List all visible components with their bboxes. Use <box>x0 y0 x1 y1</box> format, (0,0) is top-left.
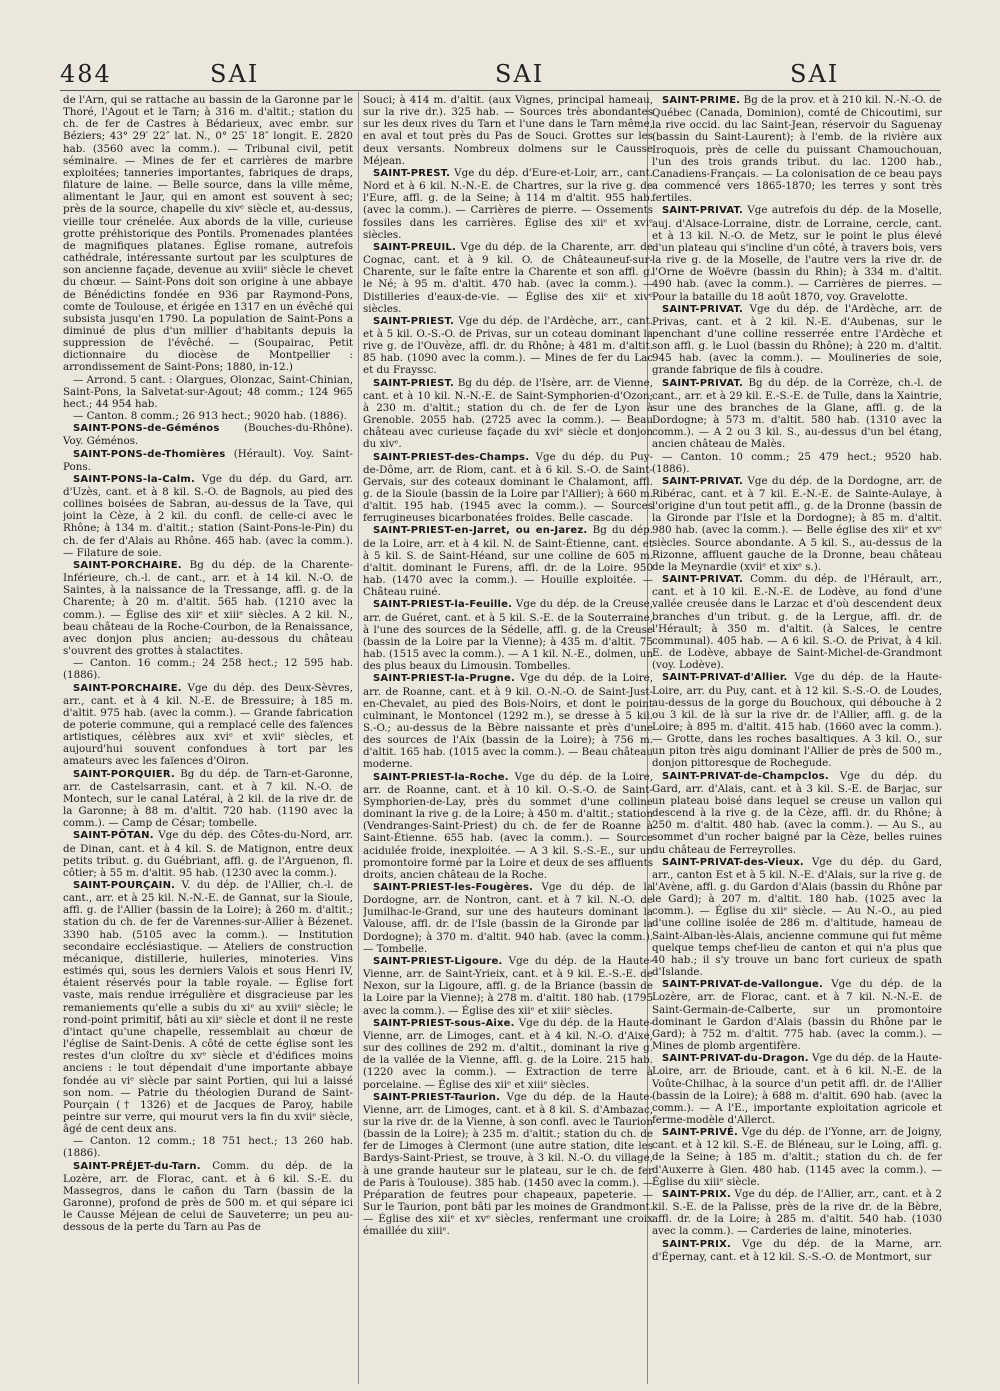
entry-text: — Canton. 8 comm.; 26 913 hect.; 9020 hab. (1886). <box>73 410 347 423</box>
entry-headword: SAINT-POURÇAIN. <box>73 880 176 891</box>
dictionary-entry <box>652 1238 942 1263</box>
dictionary-entry <box>363 377 653 451</box>
entry-text: Vge du dép. de la Loire, arr. de Roanne, cant. et à 10 kil. O.-S.-O. de Saint-Symphorien-de-Lay, près du sommet d'une colline dominant la rive g. de la Loire; à 450 m. d'altit.; station (Vendranges-Saint-Priest) du ch. de fer de Roanne à Saint-Étienne. 655 hab. (avec la comm.). — Source acidulée froide, inexploitée. — A 3 kil. S.-S.-E., sur un promontoire formé par la Loire et deux de ses affluents droits, ancien château de la Roche. <box>363 770 653 881</box>
entry-text: Vge du dép. de la Dordogne, arr. de Ribérac, cant. et à 7 kil. E.-N.-E. de Sainte-Aulaye, à l'origine d'un tout petit affl., g. de la Dronne (bassin de la Gironde par l'Isle et la Dordogne); à 85 m. d'altit. 980 hab. (avec la comm.). — Belle église des xiiᵉ et xvᵉ siècles. Source abondante. A 5 kil. S., au-dessus de la Rizonne, affluent gauche de la Dronne, beau château de la Meynardie (xviiᵉ et xixᵉ s.). <box>652 474 942 573</box>
dictionary-entry <box>652 94 942 204</box>
entry-text: Vge du dép. de l'Yonne, arr. de Joigny, cant. et à 12 kil. S.-E. de Bléneau, sur le Loing, affl. g. de la Seine; à 185 m. d'altit.; station du ch. de fer d'Auxerre à Gien. 480 hab. (1145 avec la comm.). — Église du xiiiᵉ siècle. <box>652 1126 942 1188</box>
entry-headword: SAINT-PRIEST-en-Jarret, ou en-Jarez. <box>373 525 588 537</box>
entry-headword: SAINT-PRIEST-Taurion. <box>373 1091 501 1103</box>
dictionary-entry <box>652 303 942 377</box>
entry-headword: SAINT-PRIEST-les-Fougères. <box>373 882 534 893</box>
entry-headword: SAINT-PORQUIER. <box>73 768 175 780</box>
entry-text: Vge du dép. du Gard, arr. d'Uzès, cant. et à 8 kil. S.-O. de Bagnols, au pied des collines boisées de Sabran, au-dessus de la Tave, qui joint la Cèze, à 2 kil. du confl. de celle-ci avec le Rhône; à 134 m. d'altit.; station (Saint-Pons-le-Pin) du ch. de fer d'Alais au Rhône. 465 hab. (avec la comm.). — Filature de soie. <box>63 472 353 559</box>
entry-headword: SAINT-PRIEST-des-Champs. <box>373 451 530 463</box>
dictionary-entry <box>63 374 353 410</box>
dictionary-entry <box>652 475 942 573</box>
entry-text: de l'Arn, qui se rattache au bassin de la Garonne par le Thoré, l'Agout et le Tarn; à 316 m. d'altit.; station du ch. de fer de Castres à Bédarieux, avec embr. sur Béziers; 43° 29′ 22″ lat. N., 0° 25′ 18″ longit. E. 2820 hab. (3560 avec la comm.). — Tribunal civil, petit séminaire. — Mines de fer et carrières de marbre exploitées; tanneries importantes, fabriques de draps, filature de laine. — Belle source, dans la ville même, alimentant le Jaur, qui en amont est souvent à sec; près de la source, chapelle du xivᵉ siècle et, au-dessus, vieille tour crénelée. Aux abords de la ville, curieuse grotte préhistorique des Pontils. Promenades plantées de magnifiques platanes. Église romane, autrefois cathédrale, intéressante surtout par les sculptures de son ancienne façade, devenue au xviiiᵉ siècle le chevet du chœur. — Saint-Pons doit son origine à une abbaye de Bénédictins fondée en 936 par Raymond-Pons, comte de Toulouse, et érigée en 1317 en un évêché qui subsista jusqu'en 1790. La population de Saint-Pons a diminué de plus d'un millier d'habitants depuis la suppression de l'évêché. — (Soupairac, Petit dictionnaire du diocèse de Montpellier : arrondissement de Saint-Pons; 1880, in-12.) <box>63 94 353 374</box>
entry-headword: SAINT-PREUIL. <box>373 241 457 253</box>
entry-text: Vge du dép. de la Haute-Vienne, arr. de Saint-Yrieix, cant. et à 9 kil. E.-S.-E. de Nexon, sur la Ligoure, affl. g. de la Briance (bassin de la Loire par la Vienne); à 278 m. d'altit. 180 hab. (1795 avec la comm.). — Église des xiiᵉ et xiiiᵉ siècles. <box>363 954 653 1017</box>
dictionary-entry <box>652 978 942 1052</box>
entry-headword: SAINT-PORCHAIRE. <box>73 559 182 571</box>
running-head-left: SAI <box>210 60 260 88</box>
dictionary-entry <box>652 1126 942 1188</box>
entry-headword: SAINT-PRIEST. <box>373 377 455 389</box>
dictionary-entry <box>652 1188 942 1238</box>
dictionary-entry <box>63 448 353 473</box>
dictionary-entry <box>363 241 653 315</box>
entry-headword: SAINT-PRIVAT-de-Champclos. <box>662 770 829 782</box>
dictionary-entry <box>363 524 653 598</box>
entry-headword: SAINT-PRIVAT-d'Allier. <box>662 672 788 684</box>
dictionary-entry <box>652 573 942 671</box>
dictionary-entry <box>363 598 653 672</box>
dictionary-entry <box>652 770 942 856</box>
entry-text: V. du dép. de l'Allier, ch.-l. de cant., arr. et à 25 kil. N.-N.-E. de Gannat, sur la Sioule, affl. g. de l'Allier (bassin de la Loire); à 260 m. d'altit.; station du ch. de fer de Varennes-sur-Allier à Bézenet. 3390 hab. (5105 avec la comm.). — Institution secondaire ecclésiastique. — Ateliers de construction mécanique, distillerie, huileries, minoteries. Vins estimés qui, sous les derniers Valois et sous Henri IV, étaient réservés pour la table royale. — Église fort vaste, mais rendue irrégulière et disgracieuse par les remaniements qu'elle a subis du xiᵉ au xviiiᵉ siècle; le rond-point primitif, bâti au xiiᵉ siècle et dont il ne reste d'intact qu'une chapelle, ressemblait au chœur de l'église de Saint-Denis. A côté de cette église sont les restes d'un cloître du xvᵉ siècle et d'édifices moins anciens : le tout dépendait d'une importante abbaye fondée au viᵉ siècle par saint Portien, qui lui a laissé son nom. — Patrie du théologien Durand de Saint-Pourçain († 1326) et de Jacques de Paroy, habile peintre sur verre, qui mourut vers la fin du xviiᵉ siècle, âgé de cent deux ans. <box>63 879 353 1136</box>
entry-headword: SAINT-PRIVAT-de-Vallongue. <box>662 979 824 991</box>
dictionary-entry <box>363 94 653 167</box>
dictionary-entry <box>63 768 353 830</box>
entry-text: Vge du dép. de l'Ardèche, arr., cant. et à 5 kil. O.-S.-O. de Privas, sur un coteau dominant la rive g. de l'Ouvèze, affl. dr. du Rhône; à 481 m. d'altit. 85 hab. (1090 avec la comm.). — Mines de fer du Lac et du Frayssc. <box>363 314 653 377</box>
dictionary-entry <box>652 204 942 302</box>
dictionary-entry <box>63 1160 353 1234</box>
entry-headword: SAINT-PRIEST-Ligoure. <box>373 955 503 967</box>
text-column-3 <box>652 94 942 1384</box>
dictionary-entry <box>63 94 353 374</box>
dictionary-entry <box>363 771 653 881</box>
entry-text: Vge du dép. de la Haute-Vienne, arr. de Limoges, cant. et à 4 kil. N.-O. d'Aixe, sur des collines de 292 m. d'altit., dominant la rive g. de la vallée de la Vienne, affl. g. de la Loire. 215 hab. (1220 avec la comm.). — Extraction de terre à porcelaine. — Église des xiiᵉ et xiiiᵉ siècles. <box>363 1016 653 1091</box>
entry-text: Vge du dép. des Côtes-du-Nord, arr. de Dinan, cant. et à 4 kil. S. de Matignon, entre deux petits tribut. g. du Guébriant, affl. g. de l'Arguenon, fl. côtier; à 55 m. d'altit. 95 hab. (1230 avec la comm.). <box>63 829 353 879</box>
entry-headword: SAINT-PRIVAT-du-Dragon. <box>662 1053 809 1065</box>
entry-text: Bg du dép. de l'Isère, arr. de Vienne, cant. et à 10 kil. N.-N.-E. de Saint-Symphorien-d'Ozon; à 230 m. d'altit.; station du ch. de fer de Lyon à Grenoble. 2055 hab. (2725 avec la comm.). — Beau château avec curieuse façade du xviᵉ siècle et donjon du xivᵉ. <box>363 376 653 451</box>
entry-text: Vge du dép. de la Creuse, arr. de Guéret, cant. et à 5 kil. S.-E. de la Souterraine, à l'une des sources de la Sédelle, affl. g. de la Creuse (bassin de la Loire par la Vienne); à 435 m. d'altit. 75 hab. (1515 avec la comm.). — A 1 kil. N.-E., dolmen, un des plus beaux du Limousin. Tombelles. <box>363 598 653 673</box>
entry-text: Vge du dép. de la Marne, arr. d'Épernay, cant. et à 12 kil. S.-S.-O. de Montmort, sur <box>652 1237 942 1263</box>
text-column-2 <box>363 94 653 1384</box>
dictionary-entry <box>363 1091 653 1238</box>
dictionary-entry <box>652 671 942 769</box>
entry-text: — Canton. 12 comm.; 18 751 hect.; 13 260 hab. (1886). <box>63 1135 353 1160</box>
entry-text: Vge du dép. d'Eure-et-Loir, arr., cant. Nord et à 6 kil. N.-N.-E. de Chartres, sur la rive g. de l'Eure, affl. g. de la Seine; à 114 m d'altit. 955 hab. (avec la comm.). — Carrières de pierre. — Ossements fossiles dans les carrières. Église des xiiᵉ et xviᵉ siècles. <box>363 166 653 241</box>
entry-text: Vge du dép. du Gard, arr., canton Est et à 5 kil. N.-E. d'Alais, sur la rive g. de l'Avène, affl. g. du Gardon d'Alais (bassin du Rhône par le Gard); à 207 m. d'altit. 180 hab. (1025 avec la comm.). — Église du xiiᵉ siècle. — Au N.-O., au pied d'une colline isolée de 286 m. d'altitude, hameau de Saint-Alban-lès-Alais, ancienne commune qui fut même quelque temps chef-lieu de canton et qui n'a plus que 40 hab.; il s'y trouve un banc fort curieux de spath d'Islande. <box>652 855 942 979</box>
entry-text: Bg du dép. de la Corrèze, ch.-l. de cant., arr. et à 29 kil. E.-S.-E. de Tulle, dans la Xaintrie, sur une des branches de la Glane, affl. g. de la Dordogne; à 573 m. d'altit. 580 hab. (1310 avec la comm.). — A 2 ou 3 kil. S., au-dessus d'un bel étang, ancien château de Malès. <box>652 376 942 451</box>
entry-text: (Hérault). Voy. Saint-Pons. <box>63 447 353 473</box>
entry-text: Vge du dép. de la Loire, arr. de Roanne, cant. et à 9 kil. O.-N.-O. de Saint-Just-en-Chevalet, au pied des Bois-Noirs, et dont le point culminant, le Montoncel (1292 m.), se dresse à 5 kil. S.-O.; au-dessus de la Bèbre naissante et près d'une des sources de l'Aix (bassin de la Loire); à 756 m. d'altit. 165 hab. (1015 avec la comm.). — Beau château moderne. <box>363 672 653 771</box>
entry-headword: SAINT-PRIVAT. <box>662 205 744 217</box>
entry-headword: SAINT-PRIEST-sous-Aixe. <box>373 1017 515 1029</box>
dictionary-entry <box>363 451 653 525</box>
dictionary-entry <box>63 559 353 657</box>
dictionary-entry <box>652 856 942 979</box>
entry-text: Vge du dép. des Deux-Sèvres, arr., cant. et à 4 kil. N.-E. de Bressuire; à 185 m. d'altit. 975 hab. (avec la comm.). — Grande fabrication de poterie commune, qui a remplacé celle des faïences artistiques, célèbres aux xviᵉ et xviiᵉ siècles, et aujourd'hui souvent confondues à tort par les amateurs avec les faïences d'Oiron. <box>63 681 353 768</box>
entry-text: Vge du dép. de la Haute-Vienne, arr. de Limoges, cant. et à 8 kil. S. d'Ambazac, sur la rive dr. de la Vienne, à son confl. avec le Taurion (bassin de la Loire); à 235 m. d'altit.; station du ch. de fer de Limoges à Clermont (une autre station, dite les Bardys-Saint-Priest, se trouve, à 3 kil. N.-O. du village, à une grande hauteur sur le plateau, sur le ch. de fer de Paris à Toulouse). 385 hab. (1450 avec la comm.). — Préparation de feutres pour chapeaux, papeterie. — Sur le Taurion, pont bâti par les moines de Grandmont. — Église des xiiᵉ et xvᵉ siècles, renfermant une croix émaillée du xiiiᵉ. <box>363 1090 653 1238</box>
entry-text: Vge du dép. du Gard, arr. d'Alais, cant. et à 3 kil. S.-E. de Barjac, sur un plateau boisé dans lequel se creuse un vallon qui descend à la rive g. de la Cèze, affl. dr. du Rhône; à 250 m. d'altit. 480 hab. (avec la comm.). — Au S., au sommet d'un rocher baigné par la Cèze, belles ruines du château de Ferreyrolles. <box>652 769 942 856</box>
column-divider-1 <box>358 92 359 1384</box>
dictionary-entry <box>63 1135 353 1159</box>
entry-headword: SAINT-PRIX. <box>662 1238 731 1250</box>
entry-headword: SAINT-PRIX. <box>662 1188 731 1200</box>
dictionary-entry <box>63 473 353 559</box>
entry-text: Bg du dép. de la Charente-Inférieure, ch.-l. de cant., arr. et à 14 kil. N.-O. de Saintes, à la naissance de la Tressange, affl. g. de la Charente; à 20 m. d'altit. 565 hab. (1210 avec la comm.). — Église des xiiᵉ et xiiiᵉ siècles. A 2 kil. N., beau château de la Roche-Courbon, de la Renaissance, avec donjon plus ancien; au-dessous du château s'ouvrent des grottes à stalactites. <box>63 558 353 658</box>
entry-text: Bg de la prov. et à 210 kil. N.-N.-O. de Québec (Canada, Dominion), comté de Chicoutimi, sur la rive occid. du lac Saint-Jean, réservoir du Saguenay (bassin du Saint-Laurent); à l'emb. de la rivière aux Iroquois, près de celle du puissant Chamouchouan, l'un des trois grands tribut. du lac. 1200 hab., Canadiens-Français. — La colonisation de ce beau pays a commencé vers 1865-1870; les terres y sont très fertiles. <box>652 94 942 205</box>
dictionary-entry <box>652 451 942 475</box>
entry-text: Bg du dép. de Tarn-et-Garonne, arr. de Castelsarrasin, cant. et à 7 kil. N.-O. de Montech, sur le canal Latéral, à 2 kil. de la rive dr. de la Garonne; à 88 m. d'altit. 720 hab. (1190 avec la comm.). — Camp de César; tombelle. <box>63 767 353 830</box>
entry-headword: SAINT-PRÉJET-du-Tarn. <box>73 1160 201 1172</box>
dictionary-entry <box>652 377 942 451</box>
entry-headword: SAINT-PÔTAN. <box>73 830 154 842</box>
dictionary-entry <box>63 879 353 1135</box>
dictionary-entry <box>363 1017 653 1091</box>
entry-headword: SAINT-PRIVAT. <box>662 574 744 586</box>
dictionary-entry <box>63 422 353 447</box>
entry-headword: SAINT-PRIVAT. <box>662 303 744 315</box>
entry-text: Vge du dép. de la Haute-Loire, arr. de Brioude, cant. et à 6 kil. N.-E. de la Voûte-Chilhac, à la source d'un petit affl. dr. de l'Allier (bassin de la Loire); à 688 m. d'altit. 690 hab. (avec la comm.). — A l'E., importante exploitation agricole et ferme-modèle d'Allerct. <box>652 1052 942 1126</box>
entry-text: Vge du dép. de la Dordogne, arr. de Nontron, cant. et à 7 kil. N.-O. de Jumilhac-le-Grand, sur une des hauteurs dominant la Valouse, affl. dr. de l'Isle (bassin de la Gironde par la Dordogne); à 370 m. d'altit. 940 hab. (avec la comm.). — Tombelle. <box>363 881 653 955</box>
page-number: 484 <box>60 60 112 88</box>
entry-headword: SAINT-PRIVÉ. <box>662 1127 739 1139</box>
entry-text: Vge autrefois du dép. de la Moselle, auj. d'Alsace-Lorraine, distr. de Lorraine, cercle, cant. et à 13 kil. N.-O. de Metz, sur le point le plus élevé d'un plateau qui s'incline d'un côté, à travers bois, vers la rive g. de la Moselle, de l'autre vers la rive dr. de l'Orne de Woëvre (bassin du Rhin); à 334 m. d'altit. 490 hab. (avec la comm.). — Carrières de pierres. — Pour la bataille du 18 août 1870, voy. Gravelotte. <box>652 204 942 303</box>
dictionary-entry <box>363 315 653 377</box>
entry-headword: SAINT-PORCHAIRE. <box>73 682 182 694</box>
entry-headword: SAINT-PRIEST-la-Prugne. <box>373 673 515 685</box>
running-head-center: SAI <box>495 60 545 88</box>
header-rule <box>60 90 940 91</box>
entry-text: Bg du dép. de la Loire, arr. et à 4 kil. N. de Saint-Étienne, cant. et à 5 kil. S. de Saint-Héand, sur une colline de 605 m. d'altit. dominant le Furens, affl. dr. de la Loire. 950 hab. (1470 avec la comm.). — Houille exploitée. — Château ruiné. <box>363 524 653 599</box>
entry-text: Souci; à 414 m. d'altit. (aux Vignes, principal hameau, sur la rive dr.). 325 hab. — Sources très abondantes sur les deux rives du Tarn et l'une dans le Tarn même, en aval et tout près du Pas de Souci. Grottes sur les deux versants. Nombreux dolmens sur le Causse Méjean. <box>363 94 653 167</box>
entry-text: Vge du dép. de l'Allier, arr., cant. et à 2 kil. S.-E. de la Palisse, près de la rive dr. de la Bèbre, affl. dr. de la Loire; à 285 m. d'altit. 540 hab. (1030 avec la comm.). — Carderies de laine, minoteries. <box>652 1187 942 1238</box>
entry-text: — Arrond. 5 cant. : Olargues, Olonzac, Saint-Chinian, Saint-Pons, la Salvetat-sur-Agout; 48 comm.; 124 965 hect.; 44 954 hab. <box>63 373 353 410</box>
dictionary-entry <box>63 657 353 681</box>
entry-text: Vge du dép. de la Charente, arr. de Cognac, cant. et à 9 kil. O. de Châteauneuf-sur-Charente, sur le faîte entre la Charente et son affl. g. le Né; à 95 m. d'altit. 470 hab. (avec la comm.). — Distilleries d'eaux-de-vie. — Église des xiiᵉ et xivᵉ siècles. <box>363 240 653 315</box>
entry-text: — Canton. 10 comm.; 25 479 hect.; 9520 hab. (1886). <box>652 450 942 475</box>
entry-text: Comm. du dép. de la Lozère, arr. de Florac, cant. et à 6 kil. S.-E. du Massegros, dans le cañon du Tarn (bassin de la Garonne), profond de près de 500 m. et qui sépare ici le Causse Méjean de celui de Sauveterre; un peu au-dessous de la perte du Tarn au Pas de <box>63 1159 353 1234</box>
dictionary-entry <box>652 1052 942 1126</box>
dictionary-entry <box>363 955 653 1017</box>
entry-text: Comm. du dép. de l'Hérault, arr., cant. et à 10 kil. E.-N.-E. de Lodève, au fond d'une vallée creusée dans le Larzac et d'où descendent deux branches d'un tribut. g. de la Lergue, affl. dr. de l'Hérault; à 350 m. d'altit. (à Salces, le centre communal). 405 hab. — A 6 kil. S.-O. de Privat, à 4 kil. E. de Lodève, abbaye de Saint-Michel-de-Grandmont (voy. Lodève). <box>652 573 942 672</box>
entry-headword: SAINT-PRIME. <box>662 95 741 106</box>
entry-text: Vge du dép. de la Lozère, arr. de Florac, cant. et à 7 kil. N.-N.-E. de Saint-Germain-de-Calberte, sur un promontoire dominant le Gardon d'Alais (bassin du Rhône par le Gard); à 752 m. d'altit. 775 hab. (avec la comm.). — Mines de plomb argentifère. <box>652 978 942 1053</box>
entry-headword: SAINT-PRIVAT. <box>662 377 744 389</box>
dictionary-entry <box>363 672 653 770</box>
entry-headword: SAINT-PONS-la-Calm. <box>73 473 195 485</box>
dictionary-entry <box>363 881 653 955</box>
dictionary-entry <box>63 682 353 768</box>
dictionary-entry <box>63 829 353 879</box>
entry-text: — Canton. 16 comm.; 24 258 hect.; 12 595 hab. (1886). <box>63 657 353 682</box>
text-column-1 <box>63 94 353 1384</box>
entry-headword: SAINT-PONS-de-Géménos <box>73 423 220 435</box>
entry-headword: SAINT-PREST. <box>373 167 451 179</box>
entry-headword: SAINT-PRIVAT. <box>662 475 744 487</box>
entry-headword: SAINT-PRIEST-la-Roche. <box>373 771 509 783</box>
entry-text: Vge du dép. de l'Ardèche, arr. de Privas, cant. et à 2 kil. N.-E. d'Aubenas, sur le penchant d'une colline resserrée entre l'Ardèche et son affl. g. le Luol (bassin du Rhône); à 220 m. d'altit. 945 hab. (avec la comm.). — Moulineries de soie, grande fabrique de fils à coudre. <box>652 302 942 377</box>
dictionary-entry <box>63 410 353 422</box>
entry-headword: SAINT-PRIEST-la-Feuille. <box>373 599 513 611</box>
entry-headword: SAINT-PRIEST. <box>373 315 455 327</box>
entry-text: Vge du dép. de la Haute-Loire, arr. du Puy, cant. et à 12 kil. S.-S.-O. de Loudes, au-dessus de la gorge du Bouchoux, qui débouche à 2 ou 3 kil. de là sur la rive dr. de l'Allier, affl. g. de la Loire; à 895 m. d'altit. 415 hab. (1660 avec la comm.). — Grotte, dans les roches basaltiques. A 3 kil. O., sur un piton très aigu dominant l'Allier de près de 500 m., donjon pittoresque de Rochegude. <box>652 671 942 770</box>
running-head-right: SAI <box>790 60 840 88</box>
entry-headword: SAINT-PRIVAT-des-Vieux. <box>662 856 804 868</box>
dictionary-entry <box>363 167 653 241</box>
entry-text: Vge du dép. du Puy-de-Dôme, arr. de Riom, cant. et à 6 kil. S.-O. de Saint-Gervais, sur des coteaux dominant le Chalamont, affl. g. de la Sioule (bassin de la Loire par l'Allier); à 660 m. d'altit. 195 hab. (1945 avec la comm.). — Sources ferrugineuses bicarbonatées froides. Belle cascade. <box>363 450 653 525</box>
entry-headword: SAINT-PONS-de-Thomières <box>73 448 226 460</box>
entry-text: (Bouches-du-Rhône). Voy. Géménos. <box>63 422 353 448</box>
